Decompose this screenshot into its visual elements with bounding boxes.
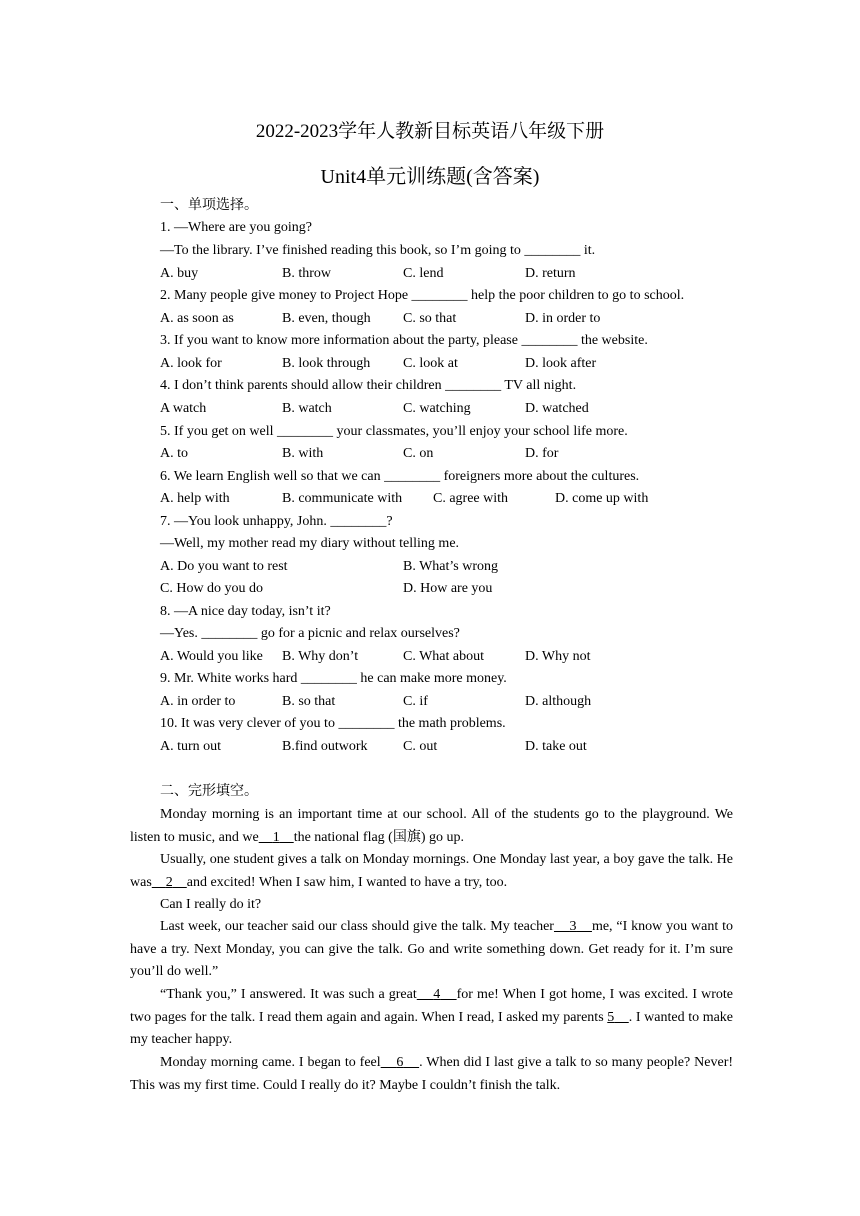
option-b: B. so that [282,694,336,709]
question-line: 9. Mr. White works hard ________ he can make more money. [160,671,507,686]
question-line: —To the library. I’ve finished reading this book, so I’m going to ________ it. [160,243,596,258]
blank-4 [417,987,457,1002]
option-c: C. so that [403,311,457,326]
document-title: 2022-2023学年人教新目标英语八年级下册 [255,121,605,142]
option-a: A. help with [160,491,230,506]
option-d: D. come up with [555,491,649,506]
cloze-paragraph [130,804,733,849]
option-c: C. look at [403,356,458,371]
option-a: A. in order to [160,694,236,709]
option-c: C. lend [403,266,444,281]
option-b: B.find outwork [282,739,368,754]
paragraph-text: . When did I last give a talk to so many people? Never! This was my first time. Could I really do it? Maybe I couldn’t finish the talk. [130,1055,734,1093]
blank-number: 5 [607,1009,615,1025]
option-a: A watch [160,401,207,416]
blank-number: 1 [272,829,280,845]
option-c: C. agree with [433,491,509,506]
option-a: A. Would you like [160,649,263,664]
paragraph-text: for me! When I got home, I was excited. I wrote two pages for the talk. I read them again and again. When I read, I asked my parents [130,987,734,1025]
question-line: 7. —You look unhappy, John. ________? [160,514,393,529]
cloze-paragraph [130,1052,733,1097]
option-d: D. in order to [525,311,601,326]
option-a: A. to [160,446,188,461]
option-d: D. take out [525,739,587,754]
question-line: —Well, my mother read my diary without telling me. [160,536,460,551]
blank-number: 2 [165,874,173,890]
option-c: C. on [403,446,434,461]
paragraph-text: . I wanted to make my teacher happy. [130,1009,734,1047]
option-d: D. look after [525,356,597,371]
blank-number: 3 [569,919,577,934]
question-line: 1. —Where are you going? [160,220,312,235]
option-c: C. if [403,694,428,709]
option-d: D. for [525,446,559,461]
question-line: 5. If you get on well ________ your classmates, you’ll enjoy your school life more. [160,424,628,439]
cloze-paragraph [130,849,733,894]
option-a: A. look for [160,356,222,371]
option-d: D. return [525,266,576,281]
cloze-paragraph [130,916,733,984]
question-line: 2. Many people give money to Project Hope ________ help the poor children to go to school. [160,288,685,303]
option-a: A. as soon as [160,311,234,326]
blank-5 [607,1010,628,1025]
option-d: D. Why not [525,649,591,664]
blank-3 [554,919,592,934]
option-d: D. watched [525,401,589,416]
option-b: B. watch [282,401,332,416]
option-c: C. How do you do [160,581,264,596]
option-a: A. Do you want to rest [160,559,288,574]
option-b: B. Why don’t [282,649,359,664]
paragraph-text: Last week, our teacher said our class should give the talk. My teacher [160,919,554,934]
option-b: B. communicate with [282,491,403,506]
blank-6 [381,1055,419,1070]
option-b: B. look through [282,356,371,371]
blank-number: 6 [396,1055,404,1070]
blank-number: 4 [433,987,441,1002]
question-line: 8. —A nice day today, isn’t it? [160,604,331,619]
question-line: 3. If you want to know more information about the party, please ________ the website. [160,333,648,348]
option-c: C. What about [403,649,485,664]
paragraph-text: me, “I know you want to have a try. Next Monday, you can give the talk. Go and write something down. Get ready for it. I’m sure you’ll do well.” [130,919,733,979]
blank-2 [152,875,187,890]
option-b: B. even, though [282,311,371,326]
option-d: D. although [525,694,592,709]
option-b: B. with [282,446,324,461]
option-c: C. out [403,739,438,754]
blank-1 [259,830,294,845]
paragraph-text: Monday morning is an important time at our school. All of the students go to the playground. We listen to music, and we [130,807,733,845]
option-a: A. buy [160,266,199,281]
document-subtitle: Unit4单元训练题(含答案) [320,166,540,188]
paragraph-text: Can I really do it? [160,897,262,912]
paragraph-text: Monday morning came. I began to feel [160,1055,381,1070]
question-line: 6. We learn English well so that we can ________ foreigners more about the cultures. [160,469,640,484]
question-line: 10. It was very clever of you to ________ the math problems. [160,716,506,731]
option-c: C. watching [403,401,471,416]
option-b: B. throw [282,266,331,281]
option-d: D. How are you [403,581,493,596]
section1-heading: 一、单项选择。 [160,198,258,213]
question-line: 4. I don’t think parents should allow their children ________ TV all night. [160,378,577,393]
cloze-paragraph [130,984,733,1052]
option-b: B. What’s wrong [403,559,499,574]
paragraph-text: “Thank you,” I answered. It was such a great [160,987,417,1002]
section2-heading: 二、完形填空。 [160,784,258,799]
paragraph-text: Usually, one student gives a talk on Monday mornings. One Monday last year, a boy gave the talk. He was [130,852,733,890]
cloze-paragraph [130,894,733,917]
paragraph-text: and excited! When I saw him, I wanted to have a try, too. [186,874,508,890]
question-line: —Yes. ________ go for a picnic and relax ourselves? [160,626,460,641]
option-a: A. turn out [160,739,222,754]
paragraph-text: the national flag (国旗) go up. [293,829,464,845]
